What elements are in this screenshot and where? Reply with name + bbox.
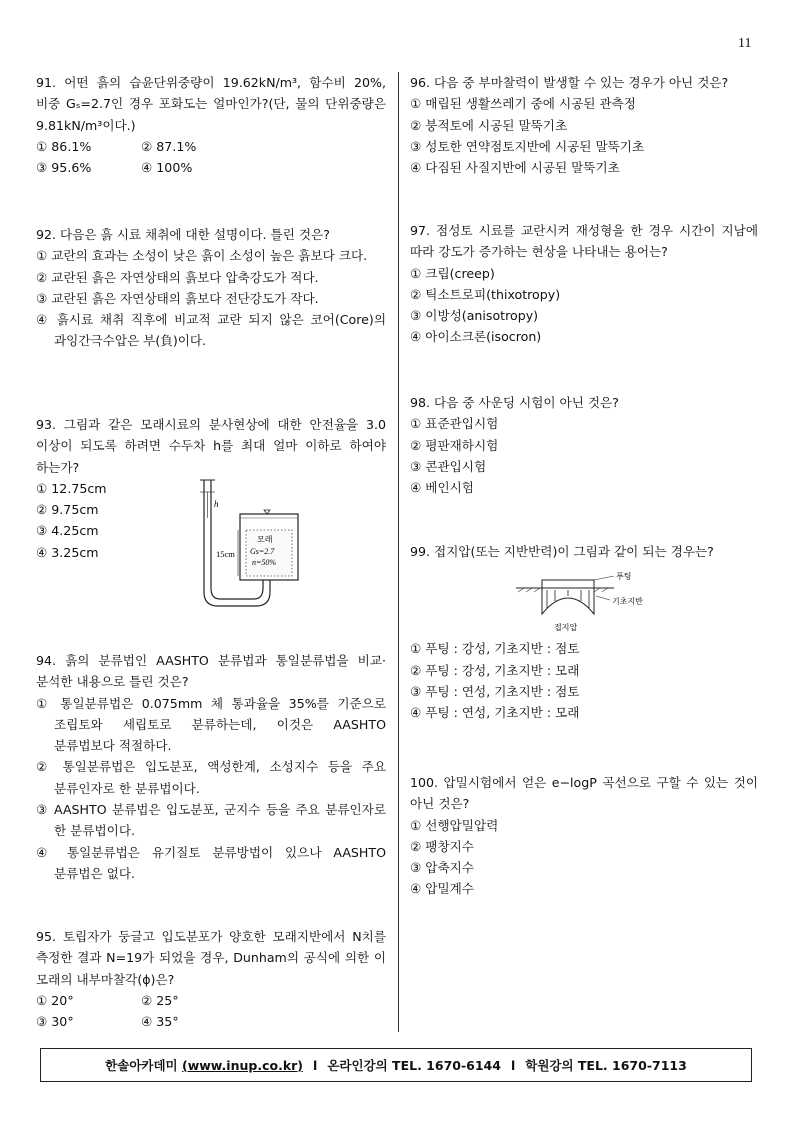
- question-93: [36, 414, 386, 567]
- q93-length-label: 15cm: [216, 549, 235, 559]
- q93-option-2: ② 9.75cm: [36, 502, 99, 518]
- q93-stem: 93. 그림과 같은 모래시료의 분사현상에 대한 안전율을 3.0 이상이 되도록 하려면 수두차 h를 최대 얼마 이하로 하여야 하는가?: [36, 417, 386, 475]
- q92-option-1: ① 교란의 효과는 소성이 낮은 흙이 소성이 높은 흙보다 크다.: [36, 248, 368, 264]
- q95-option-3: ③ 30°: [36, 1014, 74, 1030]
- q99-option-3: ③ 푸팅 : 연성, 기초지반 : 점토: [410, 683, 580, 699]
- q96-option-4: ④ 다짐된 사질지반에 시공된 말뚝기초: [410, 160, 620, 176]
- q93-option-1: ① 12.75cm: [36, 480, 107, 496]
- question-94: [36, 650, 386, 884]
- footer-website-link[interactable]: (www.inup.co.kr): [181, 1057, 304, 1073]
- q96-stem: 96. 다음 중 부마찰력이 발생할 수 있는 경우가 아닌 것은?: [410, 75, 729, 90]
- q91-option-2: ② 87.1%: [141, 138, 197, 154]
- q94-option-1: ① 통일분류법은 0.075mm 체 통과율을 35%를 기준으로 조립토와 세립토로 분류하는데, 이것은 AASHTO 분류법보다 적절하다.: [36, 695, 386, 754]
- q92-option-2: ② 교란된 흙은 자연상태의 흙보다 압축강도가 적다.: [36, 269, 319, 285]
- q93-gs-label: Gs=2.7: [250, 547, 275, 556]
- q96-option-1: ① 매립된 생활쓰레기 중에 시공된 관측정: [410, 96, 636, 112]
- question-96: [410, 72, 758, 178]
- question-95: [36, 926, 386, 1032]
- question-91: [36, 72, 386, 178]
- q100-option-2: ② 팽창지수: [410, 838, 474, 854]
- q95-stem: 95. 토립자가 둥글고 입도분포가 양호한 모래지반에서 N치를 측정한 결과 N=19가 되었을 경우, Dunham의 공식에 의한 이 모래의 내부마찰각(ϕ)은?: [36, 929, 386, 987]
- q93-piping-figure: [194, 474, 314, 614]
- footer-online: 온라인강의 TEL. 1670-6144: [327, 1058, 501, 1073]
- q92-option-4: ④ 흙시료 채취 직후에 비교적 교란 되지 않은 코어(Core)의 과잉간극수압은 부(負)이다.: [36, 312, 386, 349]
- q97-option-3: ③ 이방성(anisotropy): [410, 308, 539, 324]
- question-100: [410, 772, 758, 900]
- q100-option-3: ③ 압축지수: [410, 860, 474, 876]
- q98-option-2: ② 평판재하시험: [410, 437, 499, 453]
- q94-option-3: ③ AASHTO 분류법은 입도분포, 군지수 등을 주요 분류인자로 한 분류법이다.: [36, 802, 386, 839]
- q91-option-3: ③ 95.6%: [36, 160, 92, 176]
- q99-stem: 99. 접지압(또는 지반반력)이 그림과 같이 되는 경우는?: [410, 544, 714, 559]
- q95-option-2: ② 25°: [141, 992, 179, 1008]
- q96-option-2: ② 붕적토에 시공된 말뚝기초: [410, 117, 568, 133]
- q91-stem: 91. 어떤 흙의 습윤단위중량이 19.62kN/m³, 함수비 20%, 비중 Gₛ=2.7인 경우 포화도는 얼마인가?(단, 물의 단위중량은 9.81kN/m³이다.): [36, 75, 386, 133]
- footer-offline: 학원강의 TEL. 1670-7113: [525, 1058, 687, 1073]
- q97-stem: 97. 점성토 시료를 교란시켜 재성형을 한 경우 시간이 지남에 따라 강도가 증가하는 현상을 나타내는 용어는?: [410, 223, 758, 260]
- footer-banner: [40, 1048, 752, 1082]
- question-98: [410, 392, 758, 498]
- q100-option-1: ① 선행압밀압력: [410, 817, 499, 833]
- q99-option-2: ② 푸팅 : 강성, 기초지반 : 모래: [410, 662, 580, 678]
- question-92: [36, 224, 386, 352]
- q97-option-2: ② 틱소트로피(thixotropy): [410, 286, 561, 302]
- q91-option-4: ④ 100%: [141, 160, 193, 176]
- q95-option-4: ④ 35°: [141, 1014, 179, 1030]
- q95-option-1: ① 20°: [36, 992, 74, 1008]
- q98-option-4: ④ 베인시험: [410, 480, 474, 496]
- q93-option-4: ④ 3.25cm: [36, 544, 99, 560]
- q99-pressure-label: 접지압: [554, 623, 578, 633]
- q94-option-2: ② 통일분류법은 입도분포, 액성한계, 소성지수 등을 주요 분류인자로 한 분류법이다.: [36, 759, 386, 796]
- q100-option-4: ④ 압밀계수: [410, 881, 474, 897]
- q99-contact-pressure-figure: [514, 568, 674, 634]
- q97-option-4: ④ 아이소크론(isocron): [410, 329, 542, 345]
- q98-stem: 98. 다음 중 사운딩 시험이 아닌 것은?: [410, 395, 619, 410]
- q93-n-label: n=50%: [252, 558, 277, 567]
- footer-separator: l: [313, 1057, 318, 1073]
- q99-option-1: ① 푸팅 : 강성, 기초지반 : 점토: [410, 641, 580, 657]
- column-divider: [398, 72, 399, 1032]
- q93-h-label: h: [214, 499, 219, 509]
- q92-stem: 92. 다음은 흙 시료 채취에 대한 설명이다. 틀린 것은?: [36, 227, 330, 242]
- footer-academy: 한솔아카데미: [105, 1058, 178, 1073]
- q91-option-1: ① 86.1%: [36, 138, 92, 154]
- q99-option-4: ④ 푸팅 : 연성, 기초지반 : 모래: [410, 705, 580, 721]
- q94-stem: 94. 흙의 분류법인 AASHTO 분류법과 통일분류법을 비교·분석한 내용으로 틀린 것은?: [36, 653, 386, 690]
- q99-footing-label: 푸팅: [616, 572, 632, 582]
- q100-stem: 100. 압밀시험에서 얻은 e−logP 곡선으로 구할 수 있는 것이 아닌 것은?: [410, 775, 758, 812]
- q98-option-3: ③ 콘관입시험: [410, 458, 487, 474]
- q94-option-4: ④ 통일분류법은 유기질토 분류방법이 있으나 AASHTO 분류법은 없다.: [36, 844, 386, 881]
- question-99: [410, 541, 758, 723]
- question-97: [410, 220, 758, 348]
- page-number: 11: [738, 36, 752, 51]
- q98-option-1: ① 표준관입시험: [410, 416, 499, 432]
- q96-option-3: ③ 성토한 연약점토지반에 시공된 말뚝기초: [410, 138, 645, 154]
- footer-separator: l: [510, 1057, 516, 1073]
- q92-option-3: ③ 교란된 흙은 자연상태의 흙보다 전단강도가 작다.: [36, 290, 319, 306]
- q97-option-1: ① 크립(creep): [410, 265, 495, 281]
- q93-sand-label: 모래: [257, 535, 273, 544]
- q93-option-3: ③ 4.25cm: [36, 523, 99, 539]
- q99-ground-label: 기초지반: [612, 597, 643, 607]
